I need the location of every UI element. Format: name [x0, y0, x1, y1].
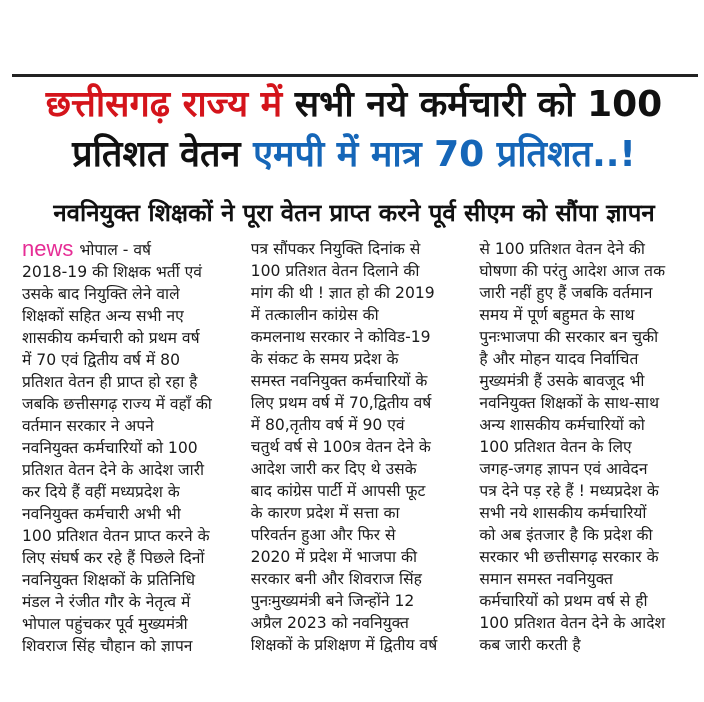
article-body	[22, 238, 698, 678]
article-line	[22, 261, 241, 283]
article-line	[22, 481, 241, 503]
article-line-text: प्रतिशत वेतन ही प्राप्त हो रहा है	[22, 373, 198, 391]
article-line-text: 2018-19 की शिक्षक भर्ती एवं	[22, 263, 202, 281]
article-line	[479, 436, 698, 458]
article-line	[22, 547, 241, 569]
article-line-text: लिए संघर्ष कर रहे हैं पिछले दिनों	[22, 549, 205, 567]
article-line-text: शिक्षकों सहित अन्य सभी नए	[22, 307, 184, 325]
article-line-text: नवनियुक्त कर्मचारी अभी भी	[22, 505, 181, 523]
article-line-text: कमलनाथ सरकार ने कोविड-19	[250, 328, 431, 346]
article-line	[251, 304, 470, 326]
article-line	[251, 458, 470, 480]
article-line	[22, 305, 241, 327]
article-line-text: सभी नये शासकीय कर्मचारियों	[479, 504, 647, 522]
article-line-text: मंडल ने रंजीत गौर के नेतृत्व में	[22, 593, 191, 611]
headline-blue-part: एमपी में मात्र 70 प्रतिशत..!	[253, 134, 636, 175]
article-line-text: 100 प्रतिशत वेतन के लिए	[479, 438, 632, 456]
article-line-text: नवनियुक्त शिक्षकों के साथ-साथ	[479, 394, 660, 412]
headline-line-1	[14, 80, 694, 130]
article-line	[251, 524, 470, 546]
article-line-text: के कारण प्रदेश में सत्ता का	[250, 504, 400, 522]
article-line-text: भोपाल - वर्ष	[79, 241, 152, 259]
article-line-text: समस्त नवनियुक्त कर्मचारियों के	[250, 372, 428, 390]
headline-dark-part: सभी नये कर्मचारी को 100	[294, 84, 663, 125]
headline-dark-part-2: प्रतिशत वेतन	[72, 134, 241, 175]
article-line-text: कब जारी करती है	[479, 636, 581, 654]
article-line-text: समान समस्त नवनियुक्त	[479, 570, 613, 588]
article-line-text: शिक्षकों के प्रशिक्षण में द्वितीय वर्ष	[250, 636, 438, 654]
article-line-text: वर्तमान सरकार ने अपने	[22, 417, 154, 435]
article-line-text: में 80,तृतीय वर्ष में 90 एवं	[250, 416, 405, 434]
article-line-text: उसके बाद नियुक्ति लेने वाले	[22, 285, 180, 303]
article-line-text: को अब इंतजार है कि प्रदेश की	[479, 526, 653, 544]
article-line	[479, 238, 698, 260]
article-line-text: से 100 प्रतिशत वेतन देने की	[479, 240, 645, 258]
article-line	[251, 502, 470, 524]
article-line	[22, 349, 241, 371]
headline-line-2	[14, 130, 694, 180]
article-line-text: शासकीय कर्मचारी को प्रथम वर्ष	[22, 329, 200, 347]
article-line-text: है और मोहन यादव निर्वाचित	[479, 350, 639, 368]
article-line	[479, 502, 698, 524]
article-line	[22, 393, 241, 415]
article-line	[251, 260, 470, 282]
article-line-text: जारी नहीं हुए हैं जबकि वर्तमान	[479, 284, 653, 302]
news-tag-logo: news	[22, 238, 74, 261]
article-line-text: में 70 एवं द्वितीय वर्ष में 80	[22, 351, 181, 369]
article-line	[22, 569, 241, 591]
article-line	[251, 238, 470, 260]
article-line-text: सरकार बनी और शिवराज सिंह	[250, 570, 422, 588]
article-line-text: 100 प्रतिशत वेतन देने के आदेश	[479, 614, 666, 632]
article-line	[22, 591, 241, 613]
article-line	[479, 480, 698, 502]
article-line-text: शिवराज सिंह चौहान को ज्ञापन	[22, 637, 193, 655]
article-line-text: पुनःमुख्यमंत्री बने जिन्होंने 12	[250, 592, 415, 610]
article-line-text: परिवर्तन हुआ और फिर से	[250, 526, 396, 544]
article-line-text: प्रतिशत वेतन देने के आदेश जारी	[22, 461, 205, 479]
subheadline: नवनियुक्त शिक्षकों ने पूरा वेतन प्राप्त करने पूर्व सीएम को सौंपा ज्ञापन	[53, 199, 655, 227]
article-line	[251, 326, 470, 348]
article-line-text: में तत्कालीन कांग्रेस की	[250, 306, 379, 324]
article-line-text: पत्र देने पड़ रहे हैं ! मध्यप्रदेश के	[479, 482, 659, 500]
article-line	[251, 568, 470, 590]
article-line	[479, 414, 698, 436]
article-line	[479, 370, 698, 392]
article-line	[22, 437, 241, 459]
article-line	[479, 458, 698, 480]
article-line-text: अन्य शासकीय कर्मचारियों को	[479, 416, 645, 434]
article-line-text: सरकार भी छत्तीसगढ़ सरकार के	[479, 548, 659, 566]
article-line	[22, 415, 241, 437]
article-line-text: 2020 में प्रदेश में भाजपा की	[250, 548, 418, 566]
article-line-text: के संकट के समय प्रदेश के	[250, 350, 399, 368]
article-line-text: कर दिये हैं वहीं मध्यप्रदेश के	[22, 483, 180, 501]
article-line-text: 100 प्रतिशत वेतन प्राप्त करने के	[22, 527, 210, 545]
article-line	[479, 260, 698, 282]
article-line	[251, 436, 470, 458]
article-line	[251, 590, 470, 612]
article-line	[22, 283, 241, 305]
article-line-text: मांग की थी ! ज्ञात हो की 2019	[250, 284, 435, 302]
article-line-text: नवनियुक्त शिक्षकों के प्रतिनिधि	[22, 571, 196, 589]
article-column-1	[22, 238, 241, 678]
article-line	[22, 635, 241, 657]
headline	[14, 80, 694, 180]
article-line	[479, 546, 698, 568]
article-line-text: आदेश जारी कर दिए थे उसके	[250, 460, 417, 478]
article-line	[479, 392, 698, 414]
article-line	[479, 634, 698, 656]
article-line	[251, 348, 470, 370]
article-line	[251, 282, 470, 304]
article-line	[479, 612, 698, 634]
article-line	[479, 326, 698, 348]
article-line-text: चतुर्थ वर्ष से 100त्र वेतन देने के	[250, 438, 431, 456]
article-line-text: जबकि छत्तीसगढ़ राज्य में वहाँ की	[22, 395, 212, 413]
headline-red-part: छत्तीसगढ़ राज्य में	[45, 84, 283, 125]
article-line	[251, 414, 470, 436]
article-line-text: पत्र सौंपकर नियुक्ति दिनांक से	[250, 240, 421, 258]
article-line-text: समय में पूर्ण बहुमत के साथ	[479, 306, 635, 324]
article-line	[22, 327, 241, 349]
article-line	[251, 634, 470, 656]
article-line-text: मुख्यमंत्री हैं उसके बावजूद भी	[479, 372, 645, 390]
article-line	[479, 348, 698, 370]
article-line	[479, 282, 698, 304]
article-line	[251, 370, 470, 392]
article-line	[251, 546, 470, 568]
article-line-text: जगह-जगह ज्ञापन एवं आवेदन	[479, 460, 648, 478]
article-line-text: पुनःभाजपा की सरकार बन चुकी	[479, 328, 659, 346]
article-line-text: नवनियुक्त कर्मचारियों को 100	[22, 439, 198, 457]
article-line-text: कर्मचारियों को प्रथम वर्ष से ही	[479, 592, 648, 610]
article-line	[22, 503, 241, 525]
article-line	[22, 613, 241, 635]
article-line	[22, 371, 241, 393]
article-line	[251, 480, 470, 502]
article-line	[479, 524, 698, 546]
article-line	[251, 392, 470, 414]
article-line	[479, 590, 698, 612]
article-line-text: लिए प्रथम वर्ष में 70,द्वितीय वर्ष	[250, 394, 432, 412]
article-column-3	[479, 238, 698, 678]
article-line	[251, 612, 470, 634]
article-line	[22, 525, 241, 547]
article-line	[479, 568, 698, 590]
article-line-text: अप्रैल 2023 को नवनियुक्त	[250, 614, 409, 632]
article-line	[479, 304, 698, 326]
top-rule-divider	[12, 74, 698, 77]
article-line-text: 100 प्रतिशत वेतन दिलाने की	[250, 262, 420, 280]
article-line	[22, 238, 241, 261]
article-line	[22, 459, 241, 481]
article-column-2	[251, 238, 470, 678]
article-line-text: घोषणा की परंतु आदेश आज तक	[479, 262, 666, 280]
article-line-text: भोपाल पहुंचकर पूर्व मुख्यमंत्री	[22, 615, 188, 633]
article-line-text: बाद कांग्रेस पार्टी में आपसी फूट	[250, 482, 426, 500]
